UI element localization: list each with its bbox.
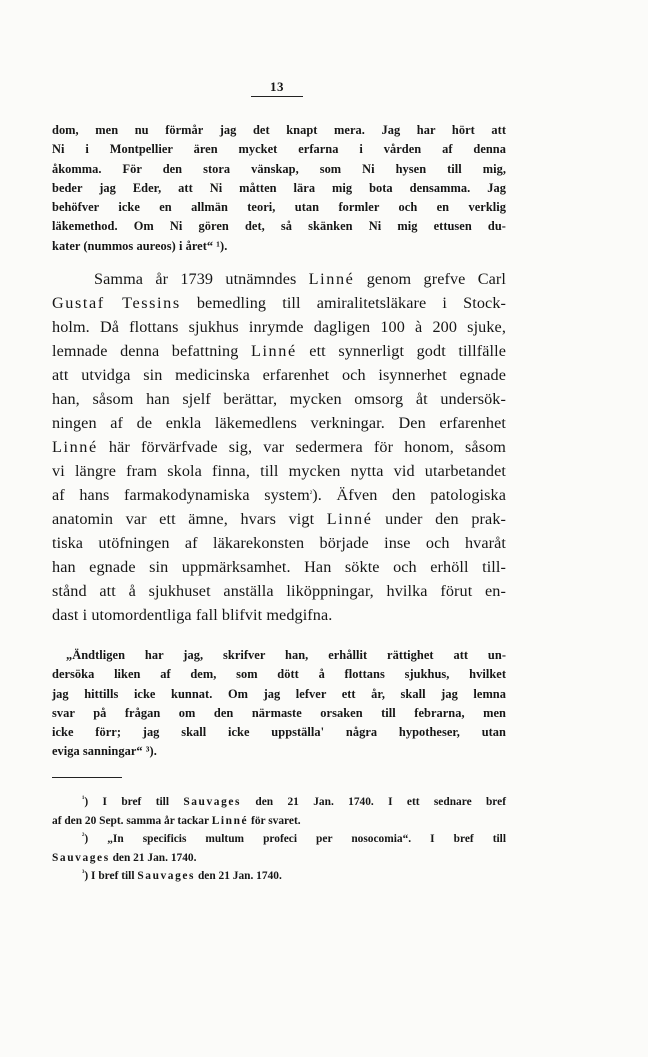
person-name: Gustaf Tessins — [52, 294, 181, 312]
quote-top-line: dom, men nu förmår jag det knapt mera. Jag har hört att — [52, 123, 506, 137]
quote-bottom-line: icke förr; jag skall icke uppställa' några hypotheser, utan — [52, 725, 506, 740]
footnote-1-cont: af den 20 Sept. samma år tackar Linné för svaret. — [52, 814, 301, 827]
quote-top — [52, 121, 506, 256]
paragraph-line: stånd att å sjukhuset anställa liköppningar, hvilka förut en- — [52, 582, 506, 600]
paragraph-line: Samma år 1739 utnämndes Linné genom grefve Carl — [94, 270, 506, 288]
person-name: Linné — [211, 814, 249, 827]
paragraph-line: Gustaf Tessins bemedling till amiralitetsläkare i Stock- — [52, 294, 507, 312]
paragraph-line: lemnade denna befattning Linné ett synnerligt godt tillfälle — [52, 342, 506, 360]
footnotes — [52, 793, 506, 886]
quote-top-line: behöfver icke en allmän teori, utan formler och en verklig — [52, 200, 506, 215]
paragraph-line: ningen af de enkla läkemedlens verkningar. Den erfarenhet — [52, 414, 506, 432]
person-name: Sauvages — [137, 870, 196, 883]
paragraph-line: holm. Då flottans sjukhus inrymde dagligen 100 à 200 sjuke, — [52, 318, 506, 336]
quote-top-line: beder jag Eder, att Ni måtten lära mig bota densamma. Jag — [52, 180, 506, 195]
paragraph-line: att utvidga sin medicinska erfarenhet och isynnerhet egnade — [52, 366, 506, 384]
footnote-2-cont: Sauvages den 21 Jan. 1740. — [52, 851, 197, 864]
paragraph-line: anatomin var ett ämne, hvars vigt Linné under den prak- — [52, 510, 506, 528]
footnote-3: $^{^3}$) I bref till Sauvages den 21 Jan. 1740. — [82, 868, 282, 883]
person-name: Linné — [250, 342, 297, 360]
paragraph-line: vi längre fram skola finna, till mycken nytta vid utarbetandet — [52, 462, 506, 480]
page-number: 13 — [251, 79, 303, 97]
quote-top-line: kater (nummos aureos) i året“ ¹). — [52, 238, 228, 253]
footnote-ref[interactable]: ² — [309, 489, 313, 498]
quote-bottom-line: svar på frågan om den närmaste orsaken till febrarna, men — [52, 705, 506, 720]
person-name: Linné — [52, 438, 98, 456]
quote-bottom-line: jag hittills icke kunnat. Om jag lefver ett år, skall jag lemna — [52, 686, 506, 701]
quote-top-line: Ni i Montpellier ären mycket erfarna i vården af denna — [52, 142, 506, 157]
quote-bottom-line: „Ändtligen har jag, skrifver han, erhållit rättighet att un- — [66, 648, 506, 662]
paragraph-line: af hans farmakodynamiska system$^{^2}$). Äfven den patologiska — [52, 486, 506, 504]
person-name: Sauvages — [183, 796, 242, 808]
quote-top-line: åkomma. För den stora vänskap, som Ni hysen till mig, — [52, 161, 506, 176]
main-paragraph — [52, 267, 506, 627]
person-name: Sauvages — [52, 851, 110, 864]
person-name: Linné — [326, 510, 373, 528]
quote-top-line: läkemethod. Om Ni gören det, så skänken Ni mig ettusen du- — [52, 219, 506, 234]
quote-bottom-line: dersöka liken af dem, som dött å flottans sjukhus, hvilket — [52, 667, 506, 682]
paragraph-line: han, såsom han sjelf berättar, mycken omsorg åt undersök- — [52, 390, 506, 408]
footnote-1: $^{^1}$) I bref till Sauvages den 21 Jan. 1740. I ett sednare bref — [82, 794, 507, 808]
page-header — [251, 78, 303, 97]
paragraph-line: tiska utöfningen af läkarekonsten började inse och hvaråt — [52, 534, 506, 552]
footnote-2: $^{^2}$) „In specificis multum profeci per nosocomia“. I bref till — [82, 831, 506, 846]
paragraph-line: han egnade sin uppmärksamhet. Han sökte och erhöll till- — [52, 558, 506, 576]
paragraph-line: Linné här förvärfvade sig, var sedermera för honom, såsom — [52, 438, 506, 456]
footnote-divider — [52, 777, 122, 778]
paragraph-line: dast i utomordentliga fall blifvit medgifna. — [52, 606, 333, 624]
person-name: Linné — [308, 270, 355, 288]
quote-bottom-line: eviga sanningar“ ³). — [52, 744, 157, 759]
quote-bottom — [52, 646, 506, 762]
